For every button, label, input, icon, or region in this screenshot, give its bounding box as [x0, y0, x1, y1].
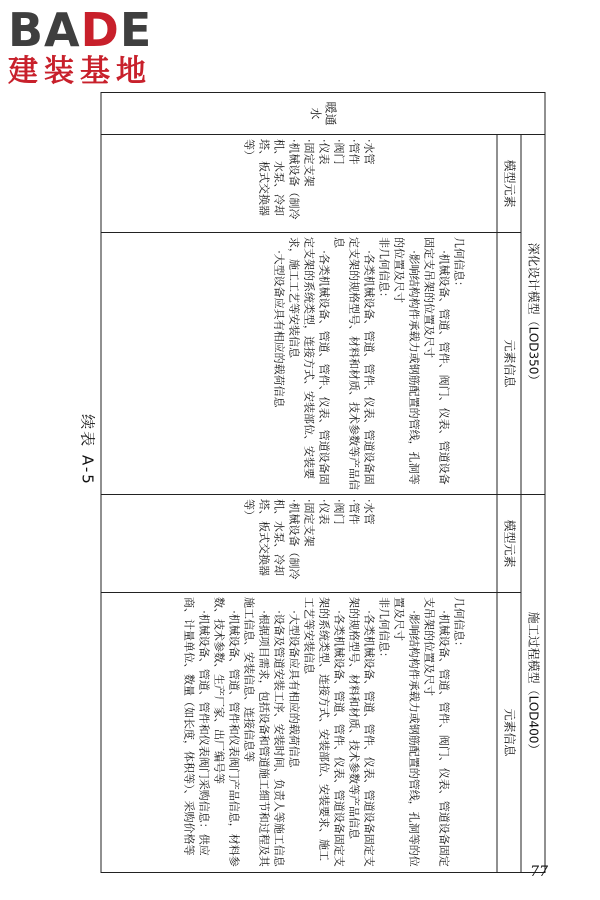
rotated-table-container	[100, 92, 545, 872]
info-line: 几何信息：	[452, 237, 465, 292]
list-item: ·水管	[362, 139, 375, 165]
lod350-info	[101, 233, 497, 495]
category-cell: 暖通水	[101, 93, 545, 135]
info-line: ·机械设备、管道、管件和仪表阀门产品信息，材料参数、技术参数、生产厂家、出厂编号等	[212, 597, 240, 867]
info-line: ·各类机械设备、管道、管件、仪表、管道设备固定支架的规格型号、材料和材质、技术参数等产品信息	[347, 597, 375, 867]
info-line: ·影响结构构件承载力或钢筋配置的管线，孔洞等的位置及尺寸	[392, 597, 420, 867]
info-line: ·影响结构构件承载力或钢筋配置的管线，孔洞等的位置及尺寸	[392, 237, 420, 485]
lod400-header: 施工过程模型（LOD400）	[521, 495, 545, 873]
list-item: ·水管	[362, 499, 375, 525]
lod400-info	[101, 593, 497, 873]
info-line: 几何信息：	[452, 597, 465, 653]
info-line: ·各类机械设备、管道、管件、仪表、管道设备固定支架的规格型号、材料和材质、技术参数等产品信息	[332, 237, 375, 490]
lod400-col-info: 元素信息	[497, 593, 521, 873]
info-line: ·设备及管道安装工序、安装时间、负责人等施工信息	[272, 610, 285, 867]
list-item: ·阀门	[332, 499, 345, 525]
info-line: ·机械设备、管道、管件和仪表阀门采购信息：供应商、计量单位、数量（如长度，体积等）、采购价格等	[182, 597, 210, 856]
list-item: ·管件	[347, 499, 360, 525]
list-item: ·仪表	[317, 139, 330, 165]
info-line: ·各类机械设备、管道、管件、仪表、管道设备固定支架的系统类型，连接方式、安装部位、安装要求，施工工艺等安装信息	[287, 237, 330, 485]
lod400-col-elements: 模型元素	[497, 495, 521, 593]
lod-table	[100, 92, 545, 873]
lod350-header: 深化设计模型（LOD350）	[521, 135, 545, 495]
logo-subtitle: 建装基地	[8, 54, 152, 89]
info-line: ·大型设备应具有相应的载荷信息	[287, 610, 300, 768]
list-item: ·阀门	[332, 139, 345, 165]
info-line: 非几何信息：	[377, 237, 390, 303]
lod350-col-elements: 模型元素	[497, 135, 521, 233]
list-item: ·机械设备（制冷机、水泵、冷却塔、板式交换器等）	[242, 499, 300, 580]
info-line: ·机械设备、管道、管件、阀门、仪表、管道设备固定支吊架的位置及尺寸	[422, 237, 450, 485]
list-item: ·固定支架	[302, 499, 315, 547]
info-line: 非几何信息：	[377, 597, 390, 664]
list-item: ·固定支架	[302, 139, 315, 187]
lod350-col-info: 元素信息	[497, 233, 521, 495]
table-caption: 续表 A-5	[78, 414, 97, 486]
lod400-elements	[101, 495, 497, 593]
lod350-elements	[101, 135, 497, 233]
info-line: ·根据项目需求，包括设备和管道施工细节和过程及其施工信息、安装信息、连接信息等	[242, 597, 270, 867]
page-number: 77	[530, 864, 548, 880]
list-item: ·管件	[347, 139, 360, 165]
logo	[8, 3, 178, 92]
info-line: ·机械设备、管道、管件、阀门、仪表、管道设备固定支吊架的位置及尺寸	[422, 597, 450, 867]
info-line: ·大型设备应具有相应的载荷信息	[272, 250, 285, 408]
list-item: ·仪表	[317, 499, 330, 525]
list-item: ·机械设备（制冷机、水泵、冷却塔、板式交换器等）	[242, 139, 300, 220]
logo-wordmark: BADE	[8, 3, 153, 57]
info-line: ·各类机械设备、管道、管件、仪表、管道设备固定支架的系统类型、连接方式、安装部位、安装要求、施工工艺等安装信息	[302, 597, 345, 867]
